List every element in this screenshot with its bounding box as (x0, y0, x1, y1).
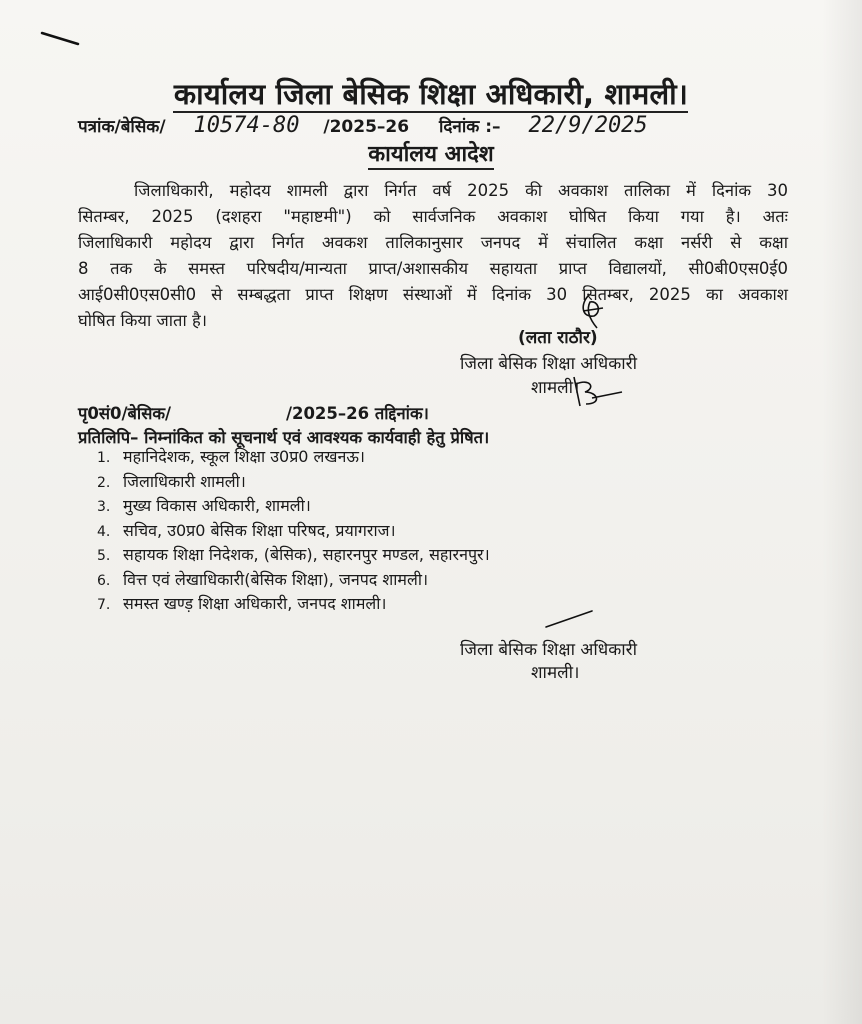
list-item-text: मुख्य विकास अधिकारी, शामली। (123, 496, 311, 515)
order-body (78, 178, 788, 334)
list-item-number: 1. (97, 450, 111, 466)
reference-line (78, 113, 648, 138)
list-item (97, 519, 490, 544)
body-line: सितम्बर, 2025 (दशहरा "महाष्टमी") को सार्वजनिक अवकाश घोषित किया गया है। अतः (78, 207, 788, 226)
list-item-number: 2. (97, 474, 111, 491)
list-item (97, 592, 490, 617)
date-handwritten: 22/9/2025 (528, 113, 648, 138)
copy-reference-line: पृ0सं0/बेसिक/ /2025–26 तद्दिनांक। (78, 404, 429, 423)
list-item (97, 543, 490, 568)
order-subheading (0, 138, 862, 168)
copy-heading: प्रतिलिपि– निम्नांकित को सूचनार्थ एवं आवश्यक कार्यवाही हेतु प्रेषित। (78, 428, 490, 447)
list-item-text: महानिदेशक, स्कूल शिक्षा उ0प्र0 लखनऊ। (123, 447, 365, 466)
list-item-number: 6. (97, 572, 111, 589)
list-item-number: 3. (97, 499, 111, 515)
signatory-place-2: शामली। (531, 663, 580, 683)
list-item-text: जिलाधिकारी शामली। (123, 471, 246, 491)
recipient-list (97, 445, 490, 617)
ref-year: /2025–26 (323, 117, 410, 137)
list-item-number: 4. (97, 523, 111, 540)
list-item-text: समस्त खण्ड़ शिक्षा अधिकारी, जनपद शामली। (123, 594, 387, 613)
date-label: दिनांक :– (439, 117, 501, 137)
ref-prefix: पत्रांक/बेसिक/ (78, 117, 166, 137)
office-title: कार्यालय जिला बेसिक शिक्षा अधिकारी, शामली। (173, 77, 689, 111)
body-line: 8 तक के समस्त परिषदीय/मान्यता प्राप्त/अशासकीय सहायता प्राप्त विद्यालयों, सी0बी0एस0ई0 (78, 259, 788, 278)
signatory-name: (लता राठौर) (518, 328, 598, 348)
body-line: आई0सी0एस0सी0 से सम्बद्धता प्राप्त शिक्षण संस्थाओं में दिनांक 30 सितम्बर, 2025 का अवकाश (78, 285, 788, 304)
list-item (97, 568, 490, 593)
list-item-text: सहायक शिक्षा निदेशक, (बेसिक), सहारनपुर मण्डल, सहारनपुर। (123, 545, 490, 564)
list-item (97, 470, 490, 495)
body-line: जिलाधिकारी, महोदय शामली द्वारा निर्गत वर्ष 2025 की अवकाश तालिका में दिनांक 30 (134, 181, 788, 200)
list-item-number: 7. (97, 597, 111, 613)
signatory-designation-2: जिला बेसिक शिक्षा अधिकारी (460, 640, 638, 660)
signatory-designation: जिला बेसिक शिक्षा अधिकारी (460, 354, 638, 374)
list-item-text: सचिव, उ0प्र0 बेसिक शिक्षा परिषद, प्रयागराज। (123, 520, 396, 540)
subheading-text: कार्यालय आदेश (368, 142, 494, 170)
ref-number-handwritten: 10574-80 (193, 113, 300, 138)
body-line: जिलाधिकारी महोदय द्वारा निर्गत अवकश तालिकानुसार जनपद में संचालित कक्षा नर्सरी से कक्षा (78, 233, 788, 252)
list-item (97, 494, 490, 519)
list-item-text: वित्त एवं लेखाधिकारी(बेसिक शिक्षा), जनपद शामली। (123, 569, 429, 589)
body-line: घोषित किया जाता है। (78, 311, 207, 330)
list-item (97, 445, 490, 470)
list-item-number: 5. (97, 548, 111, 564)
signatory-place: शामली। (531, 378, 580, 398)
